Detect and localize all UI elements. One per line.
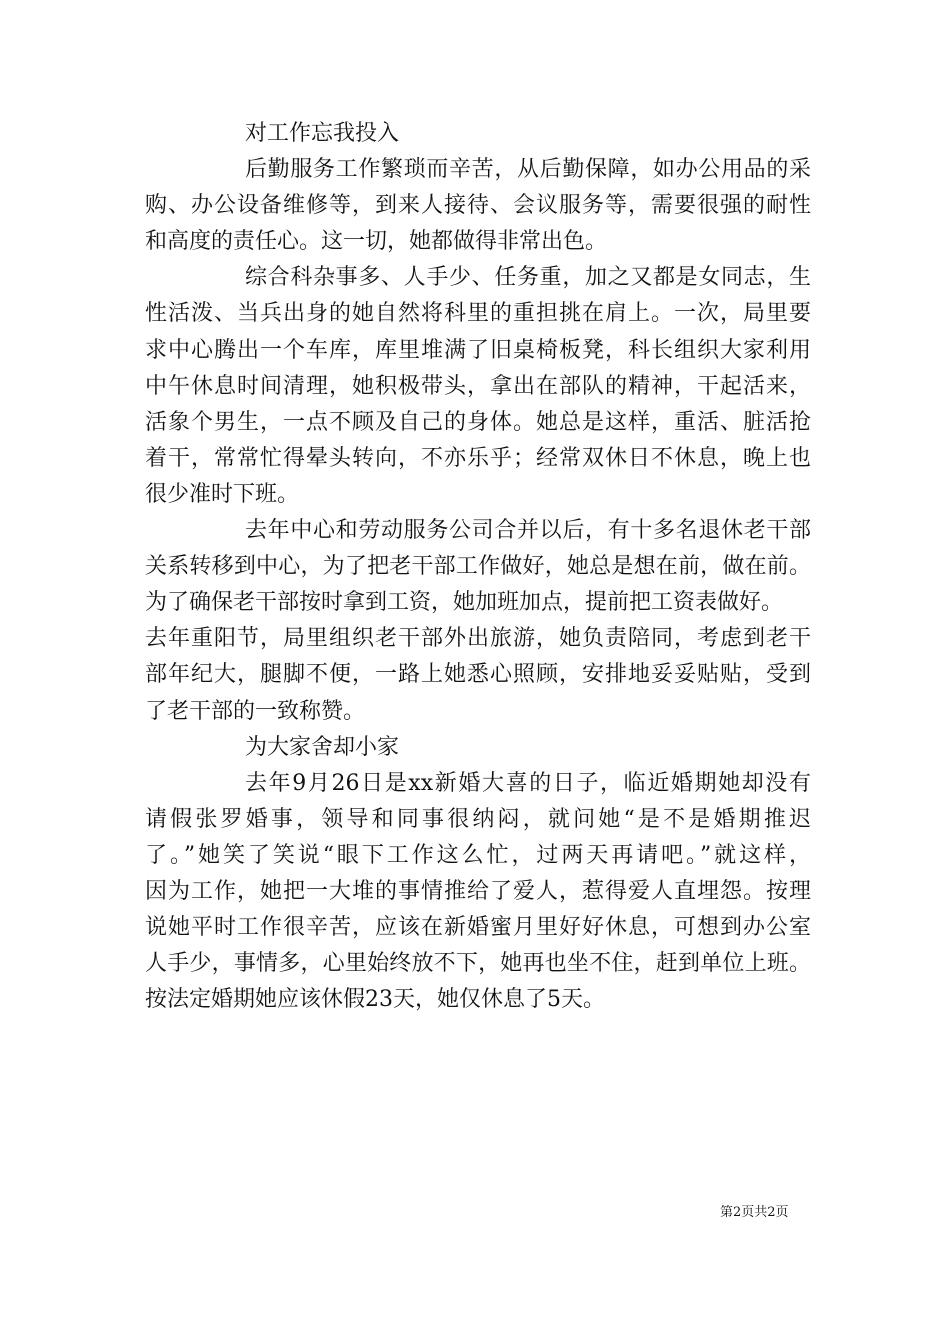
- paragraph-line: 为了确保老干部按时拿到工资，她加班加点，提前把工资表做好。: [145, 590, 784, 616]
- paragraph-line: 关系转移到中心，为了把老干部工作做好，她总是想在前，做在前。: [145, 554, 811, 580]
- paragraph-line: 去年重阳节，局里组织老干部外出旅游，她负责陪同，考虑到老干: [145, 626, 811, 652]
- page-number-footer: 第2页共2页: [720, 1205, 789, 1220]
- paragraph-line: 求中心腾出一个车库，库里堆满了旧桌椅板凳，科长组织大家利用: [145, 337, 811, 363]
- paragraph-line: 去年中心和劳动服务公司合并以后，有十多名退休老干部: [245, 518, 811, 544]
- paragraph-line: 因为工作，她把一大堆的事情推给了爱人，惹得爱人直埋怨。按理: [145, 878, 811, 904]
- paragraph-line: 后勤服务工作繁琐而辛苦，从后勤保障，如办公用品的采: [245, 157, 811, 183]
- section-heading: 为大家舍却小家: [245, 734, 400, 760]
- paragraph-line: 活象个男生，一点不顾及自己的身体。她总是这样，重活、脏活抢: [145, 409, 811, 435]
- paragraph-line: 请假张罗婚事，领导和同事很纳闷，就问她“是不是婚期推迟: [145, 806, 811, 832]
- paragraph-line: 很少准时下班。: [145, 481, 300, 507]
- paragraph-line: 部年纪大，腿脚不便，一路上她悉心照顾，安排地妥妥贴贴，受到: [145, 662, 811, 688]
- paragraph-line: 去年9月26日是xx新婚大喜的日子，临近婚期她却没有: [245, 770, 811, 796]
- paragraph-line: 说她平时工作很辛苦，应该在新婚蜜月里好好休息，可想到办公室: [145, 915, 811, 941]
- paragraph-line: 综合科杂事多、人手少、任务重，加之又都是女同志，生: [245, 265, 811, 291]
- paragraph-line: 和高度的责任心。这一切，她都做得非常出色。: [145, 229, 608, 255]
- paragraph-line: 购、办公设备维修等，到来人接待、会议服务等，需要很强的耐性: [145, 193, 811, 219]
- paragraph-line: 性活泼、当兵出身的她自然将科里的重担挑在肩上。一次，局里要: [145, 301, 811, 327]
- paragraph-line: 按法定婚期她应该休假23天，她仅休息了5天。: [145, 987, 605, 1013]
- paragraph-line: 了老干部的一致称赞。: [145, 698, 366, 724]
- paragraph-line: 了。”她笑了笑说“眼下工作这么忙，过两天再请吧。”就这样，: [145, 842, 811, 868]
- section-heading: 对工作忘我投入: [245, 121, 400, 146]
- document-body: [145, 116, 811, 1018]
- paragraph-line: 中午休息时间清理，她积极带头，拿出在部队的精神，干起活来，: [145, 373, 811, 399]
- paragraph-line: 着干，常常忙得晕头转向，不亦乐乎；经常双休日不休息，晚上也: [145, 445, 811, 471]
- paragraph-line: 人手少，事情多，心里始终放不下，她再也坐不住，赶到单位上班。: [145, 951, 811, 977]
